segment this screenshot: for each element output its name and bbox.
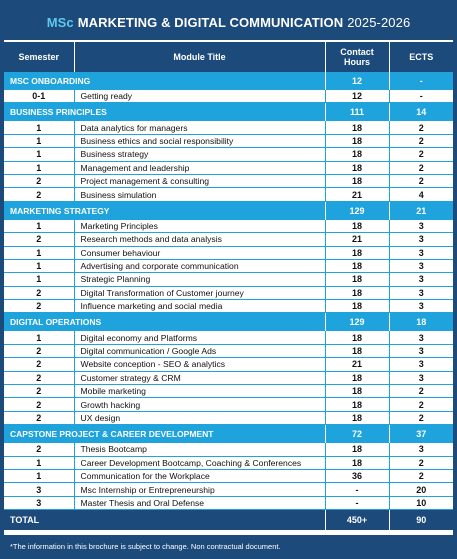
- module-row: [4, 273, 453, 286]
- module-semester: 1: [4, 456, 74, 469]
- module-row: [4, 121, 453, 134]
- module-semester: 2: [4, 358, 74, 371]
- module-row: [4, 469, 453, 482]
- module-title: Advertising and corporate communication: [74, 259, 325, 272]
- module-title: Digital communication / Google Ads: [74, 344, 325, 357]
- module-semester: 1: [4, 331, 74, 344]
- module-row: [4, 246, 453, 259]
- title-year: 2025-2026: [347, 14, 411, 30]
- curriculum-card: [4, 4, 453, 535]
- module-hours: 18: [325, 220, 389, 233]
- module-semester: 2: [4, 371, 74, 384]
- section-row: [4, 201, 453, 220]
- module-hours: 18: [325, 371, 389, 384]
- disclaimer-note: *The information in this brochure is subject to change. Non contractual document.: [10, 542, 281, 551]
- module-title: Influence marketing and social media: [74, 300, 325, 313]
- module-ects: 3: [389, 259, 453, 272]
- module-semester: 1: [4, 134, 74, 147]
- module-title: Business strategy: [74, 148, 325, 161]
- module-row: [4, 233, 453, 246]
- module-hours: 36: [325, 469, 389, 482]
- section-ects: 18: [389, 313, 453, 332]
- module-title: Growth hacking: [74, 398, 325, 411]
- module-row: [4, 188, 453, 201]
- module-ects: 3: [389, 233, 453, 246]
- module-row: [4, 286, 453, 299]
- section-row: [4, 425, 453, 444]
- module-semester: 1: [4, 161, 74, 174]
- section-row: [4, 72, 453, 90]
- total-hours: 450+: [325, 510, 389, 531]
- module-semester: 2: [4, 174, 74, 187]
- total-row: [4, 510, 453, 531]
- module-title: Website conception - SEO & analytics: [74, 358, 325, 371]
- total-label: TOTAL: [4, 510, 325, 531]
- module-hours: 18: [325, 246, 389, 259]
- module-ects: 3: [389, 371, 453, 384]
- module-ects: 3: [389, 220, 453, 233]
- module-semester: 1: [4, 121, 74, 134]
- module-row: [4, 443, 453, 456]
- module-title: Management and leadership: [74, 161, 325, 174]
- module-semester: 0-1: [4, 90, 74, 103]
- module-row: [4, 456, 453, 469]
- module-hours: 18: [325, 411, 389, 424]
- header-ects: ECTS: [389, 42, 453, 72]
- header-module-title: Module Title: [74, 42, 325, 72]
- module-hours: 18: [325, 134, 389, 147]
- module-semester: 2: [4, 411, 74, 424]
- module-hours: 12: [325, 90, 389, 103]
- module-row: [4, 148, 453, 161]
- module-hours: 18: [325, 259, 389, 272]
- module-semester: 1: [4, 259, 74, 272]
- section-hours: 111: [325, 103, 389, 122]
- module-ects: 2: [389, 148, 453, 161]
- module-row: [4, 411, 453, 424]
- module-ects: 10: [389, 496, 453, 509]
- module-ects: 2: [389, 398, 453, 411]
- module-hours: 18: [325, 148, 389, 161]
- module-ects: 2: [389, 134, 453, 147]
- module-title: Business simulation: [74, 188, 325, 201]
- module-ects: 3: [389, 286, 453, 299]
- module-hours: -: [325, 483, 389, 496]
- module-title: Communication for the Workplace: [74, 469, 325, 482]
- module-hours: 18: [325, 331, 389, 344]
- section-title: DIGITAL OPERATIONS: [4, 313, 325, 332]
- module-title: UX design: [74, 411, 325, 424]
- header-hours-line2: Hours: [343, 57, 370, 67]
- module-title: Master Thesis and Oral Defense: [74, 496, 325, 509]
- module-ects: 3: [389, 300, 453, 313]
- module-hours: 18: [325, 456, 389, 469]
- module-ects: 4: [389, 188, 453, 201]
- module-title: Getting ready: [74, 90, 325, 103]
- module-ects: 20: [389, 483, 453, 496]
- module-title: Digital Transformation of Customer journey: [74, 286, 325, 299]
- section-hours: 129: [325, 313, 389, 332]
- module-semester: 2: [4, 443, 74, 456]
- module-ects: 2: [389, 121, 453, 134]
- module-hours: 21: [325, 358, 389, 371]
- module-ects: 2: [389, 174, 453, 187]
- module-ects: 3: [389, 273, 453, 286]
- module-hours: 18: [325, 286, 389, 299]
- module-hours: 18: [325, 398, 389, 411]
- module-semester: 1: [4, 469, 74, 482]
- module-row: [4, 331, 453, 344]
- module-row: [4, 90, 453, 103]
- header-hours-line1: Contact: [340, 47, 374, 57]
- section-title: MARKETING STRATEGY: [4, 201, 325, 220]
- module-row: [4, 496, 453, 509]
- module-semester: 1: [4, 273, 74, 286]
- module-hours: 21: [325, 233, 389, 246]
- header-row: [4, 42, 453, 72]
- module-ects: 2: [389, 411, 453, 424]
- module-ects: 2: [389, 161, 453, 174]
- section-hours: 129: [325, 201, 389, 220]
- module-row: [4, 174, 453, 187]
- module-semester: 2: [4, 233, 74, 246]
- module-semester: 2: [4, 188, 74, 201]
- module-title: Msc Internship or Entrepreneurship: [74, 483, 325, 496]
- module-hours: -: [325, 496, 389, 509]
- module-hours: 21: [325, 188, 389, 201]
- module-hours: 18: [325, 344, 389, 357]
- module-title: Business ethics and social responsibility: [74, 134, 325, 147]
- section-ects: 37: [389, 425, 453, 444]
- module-hours: 18: [325, 121, 389, 134]
- section-title: MSC ONBOARDING: [4, 72, 325, 90]
- module-row: [4, 371, 453, 384]
- module-row: [4, 134, 453, 147]
- module-semester: 2: [4, 300, 74, 313]
- module-row: [4, 259, 453, 272]
- module-ects: 3: [389, 344, 453, 357]
- header-contact-hours: [325, 42, 389, 72]
- module-row: [4, 385, 453, 398]
- module-hours: 18: [325, 443, 389, 456]
- module-title: Data analytics for managers: [74, 121, 325, 134]
- section-ects: 14: [389, 103, 453, 122]
- module-title: Strategic Planning: [74, 273, 325, 286]
- section-title: BUSINESS PRINCIPLES: [4, 103, 325, 122]
- section-ects: -: [389, 72, 453, 90]
- module-title: Project management & consulting: [74, 174, 325, 187]
- module-semester: 2: [4, 398, 74, 411]
- module-title: Career Development Bootcamp, Coaching & Conferences: [74, 456, 325, 469]
- module-hours: 18: [325, 300, 389, 313]
- module-ects: 3: [389, 246, 453, 259]
- module-row: [4, 161, 453, 174]
- table-body: [4, 72, 453, 530]
- total-ects: 90: [389, 510, 453, 531]
- module-row: [4, 483, 453, 496]
- header-semester: Semester: [4, 42, 74, 72]
- section-hours: 12: [325, 72, 389, 90]
- curriculum-table: [4, 42, 453, 530]
- module-title: Thesis Bootcamp: [74, 443, 325, 456]
- module-row: [4, 398, 453, 411]
- module-ects: 3: [389, 443, 453, 456]
- module-semester: 3: [4, 483, 74, 496]
- module-semester: 3: [4, 496, 74, 509]
- module-title: Customer strategy & CRM: [74, 371, 325, 384]
- program-title: [4, 4, 453, 40]
- module-ects: -: [389, 90, 453, 103]
- section-hours: 72: [325, 425, 389, 444]
- module-semester: 1: [4, 220, 74, 233]
- section-title: CAPSTONE PROJECT & CAREER DEVELOPMENT: [4, 425, 325, 444]
- module-ects: 3: [389, 331, 453, 344]
- module-semester: 2: [4, 286, 74, 299]
- module-semester: 1: [4, 246, 74, 259]
- section-row: [4, 313, 453, 332]
- module-hours: 18: [325, 385, 389, 398]
- module-ects: 2: [389, 469, 453, 482]
- module-row: [4, 344, 453, 357]
- module-title: Research methods and data analysis: [74, 233, 325, 246]
- module-semester: 2: [4, 385, 74, 398]
- module-hours: 18: [325, 174, 389, 187]
- module-hours: 18: [325, 161, 389, 174]
- module-title: Consumer behaviour: [74, 246, 325, 259]
- module-row: [4, 358, 453, 371]
- module-ects: 2: [389, 385, 453, 398]
- module-title: Digital economy and Platforms: [74, 331, 325, 344]
- module-row: [4, 300, 453, 313]
- module-ects: 3: [389, 358, 453, 371]
- module-row: [4, 220, 453, 233]
- module-hours: 18: [325, 273, 389, 286]
- title-prefix: MSc: [46, 14, 74, 30]
- section-row: [4, 103, 453, 122]
- module-ects: 2: [389, 456, 453, 469]
- module-title: Marketing Principles: [74, 220, 325, 233]
- section-ects: 21: [389, 201, 453, 220]
- module-semester: 1: [4, 148, 74, 161]
- title-main: MARKETING & DIGITAL COMMUNICATION: [77, 14, 344, 30]
- module-title: Mobile marketing: [74, 385, 325, 398]
- module-semester: 2: [4, 344, 74, 357]
